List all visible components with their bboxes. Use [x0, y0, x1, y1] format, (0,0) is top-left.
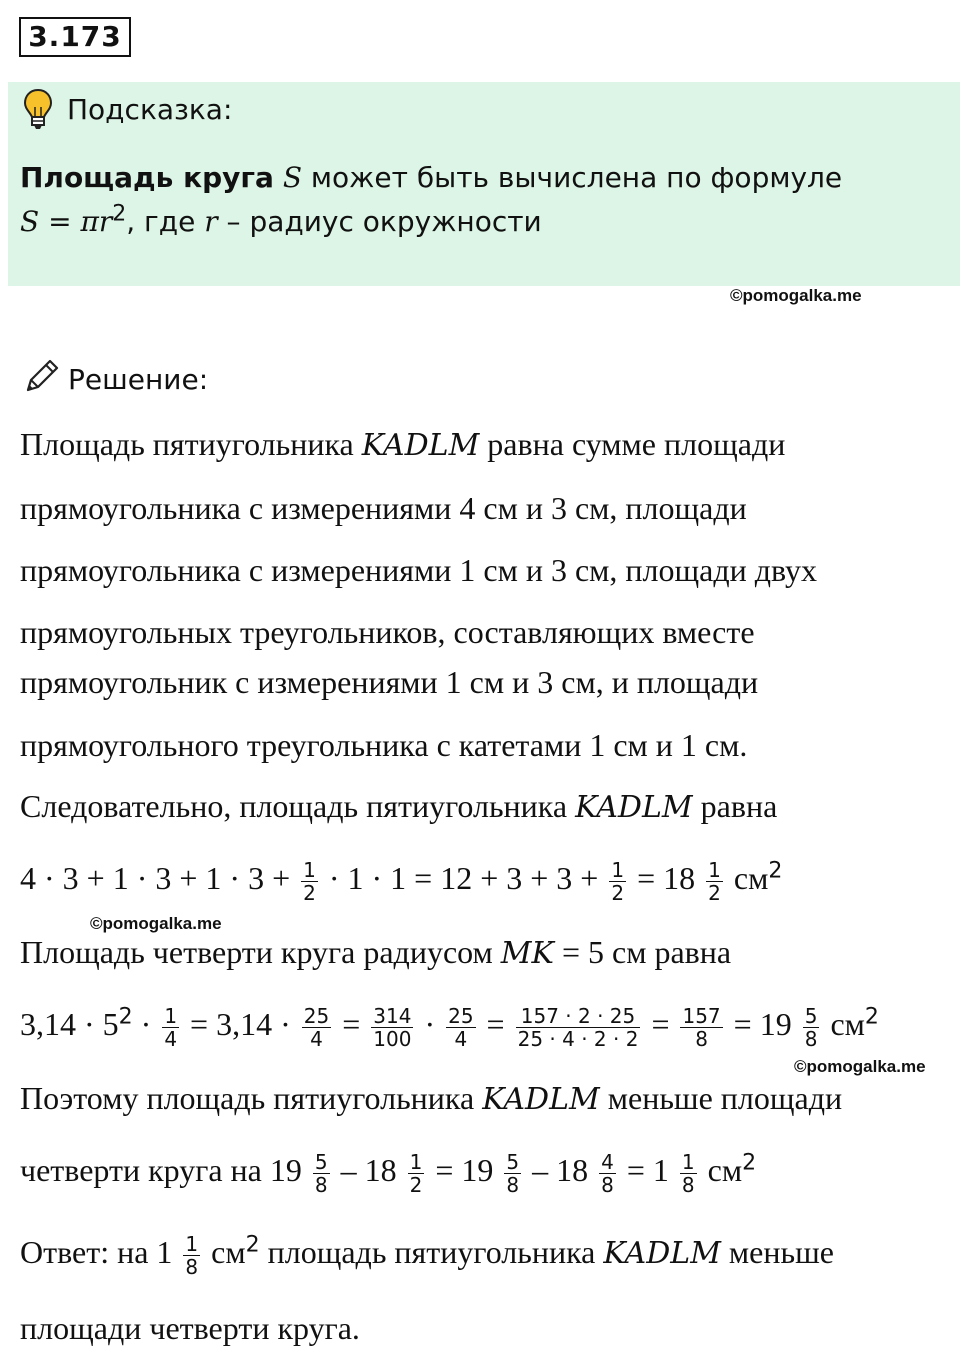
problem-number: 3.173 — [19, 17, 131, 57]
eq-text: · 1 · 1 = 12 + 3 + 3 + — [328, 860, 599, 896]
watermark: ©pomogalka.me — [90, 914, 222, 933]
exponent: 2 — [864, 1004, 879, 1030]
watermark: ©pomogalka.me — [730, 286, 862, 305]
hint-line-2 — [20, 202, 542, 242]
fraction — [313, 1151, 330, 1196]
denominator: 2 — [409, 1173, 423, 1198]
solution-line-7 — [20, 784, 777, 830]
denominator: 2 — [708, 881, 721, 906]
denominator: 8 — [185, 1255, 199, 1280]
text: Поэтому площадь пятиугольника — [20, 1080, 475, 1116]
var-mk: MK — [500, 936, 554, 971]
denominator: 8 — [314, 1173, 328, 1198]
watermark: ©pomogalka.me — [794, 1057, 926, 1076]
fraction — [680, 1005, 722, 1050]
unit: см — [830, 1006, 865, 1042]
denominator: 25 · 4 · 2 · 2 — [517, 1027, 639, 1052]
numerator: 1 — [409, 1150, 423, 1175]
hint-title: Подсказка: — [67, 93, 233, 126]
eq-text: – 18 — [340, 1152, 397, 1188]
numerator: 5 — [804, 1004, 818, 1029]
eq-text: = — [486, 1006, 505, 1042]
fraction — [803, 1005, 820, 1050]
hint-text-2: , где — [126, 205, 196, 238]
fraction — [446, 1005, 475, 1050]
unit: см — [733, 860, 769, 896]
solution-line-9 — [20, 1076, 842, 1122]
fraction — [302, 1005, 331, 1050]
answer-line-2: площади четверти круга. — [20, 1310, 360, 1346]
text: равна сумме площади — [487, 426, 786, 462]
var-kadlm: KADLM — [603, 1236, 721, 1271]
eq-text: четверти круга на 19 — [20, 1152, 302, 1188]
hint-var-s: S — [282, 161, 303, 194]
hint-text-3: – радиус окружности — [226, 205, 542, 238]
solution-line-1 — [20, 422, 785, 468]
equation-1 — [20, 856, 782, 904]
text: Площадь четверти круга радиусом — [20, 934, 493, 970]
denominator: 2 — [303, 881, 316, 906]
eq-text: 3,14 · 5 — [20, 1006, 119, 1042]
solution-line-4: прямоугольных треугольников, составляющих вместе — [20, 614, 755, 650]
solution-line-5: прямоугольник с измерениями 1 см и 3 см, и площади — [20, 664, 759, 700]
numerator: 1 — [611, 858, 625, 883]
fraction — [599, 1151, 616, 1196]
fraction — [162, 1005, 179, 1050]
numerator: 5 — [506, 1150, 520, 1175]
answer-line-1 — [20, 1230, 834, 1278]
hint-formula-exp: 2 — [112, 201, 127, 227]
denominator: 8 — [601, 1173, 614, 1198]
unit: см — [211, 1234, 246, 1270]
denominator: 4 — [454, 1027, 468, 1052]
exponent: 2 — [768, 858, 783, 884]
eq-text: 4 · 3 + 1 · 3 + 1 · 3 + — [20, 860, 291, 896]
numerator: 4 — [601, 1150, 614, 1175]
fraction — [408, 1151, 425, 1196]
text: площадь пятиугольника — [267, 1234, 596, 1270]
eq-text: = 1 — [626, 1152, 669, 1188]
pencil-icon — [22, 356, 62, 396]
equation-2 — [20, 1002, 879, 1050]
exponent: 2 — [118, 1004, 133, 1030]
eq-text: – 18 — [532, 1152, 589, 1188]
exponent: 2 — [245, 1232, 260, 1258]
eq-text: = 19 — [435, 1152, 494, 1188]
hint-term: Площадь круга — [20, 161, 274, 194]
eq-text: = 19 — [733, 1006, 792, 1042]
numerator: 314 — [373, 1004, 412, 1029]
numerator: 157 · 2 · 25 — [516, 1005, 641, 1028]
fraction — [680, 1151, 697, 1196]
denominator: 4 — [164, 1027, 178, 1052]
fraction — [504, 1151, 521, 1196]
fraction — [706, 859, 723, 904]
fraction — [301, 859, 318, 904]
fraction — [183, 1233, 200, 1278]
denominator: 100 — [373, 1027, 412, 1052]
solution-line-8 — [20, 930, 731, 976]
eq-text: · — [424, 1006, 436, 1042]
numerator: 1 — [164, 1004, 178, 1029]
equation-3 — [20, 1148, 756, 1196]
text: Следовательно, площадь пятиугольника — [20, 788, 568, 824]
eq-text: = — [342, 1006, 361, 1042]
fraction — [371, 1005, 413, 1050]
eq-text: · — [140, 1006, 152, 1042]
denominator: 8 — [681, 1173, 695, 1198]
text: = 5 см равна — [561, 934, 732, 970]
numerator: 157 — [682, 1004, 721, 1029]
solution-line-6: прямоугольного треугольника с катетами 1 см и 1 см. — [20, 727, 748, 763]
numerator: 1 — [303, 858, 316, 883]
solution-line-3: прямоугольника с измерениями 1 см и 3 см, площади двух — [20, 552, 818, 588]
numerator: 1 — [185, 1232, 199, 1257]
text: равна — [700, 788, 778, 824]
denominator: 8 — [506, 1173, 520, 1198]
numerator: 1 — [708, 858, 721, 883]
numerator: 1 — [681, 1150, 695, 1175]
solution-line-2: прямоугольника с измерениями 4 см и 3 см, площади — [20, 490, 747, 526]
exponent: 2 — [742, 1150, 757, 1176]
eq-text: = 18 — [637, 860, 696, 896]
numerator: 5 — [314, 1150, 328, 1175]
hint-text-1: может быть вычислена по формуле — [310, 161, 843, 194]
numerator: 25 — [303, 1004, 330, 1029]
eq-text: = 3,14 · — [190, 1006, 291, 1042]
hint-var-r: r — [204, 205, 218, 238]
text: Ответ: на 1 — [20, 1234, 173, 1270]
var-kadlm: KADLM — [361, 428, 480, 463]
text: меньше — [728, 1234, 834, 1270]
hint-formula: S = πr — [20, 205, 113, 238]
denominator: 4 — [310, 1027, 323, 1052]
denominator: 8 — [695, 1027, 708, 1052]
denominator: 8 — [804, 1027, 818, 1052]
unit: см — [707, 1152, 743, 1188]
fraction — [609, 859, 626, 904]
fraction — [516, 1005, 641, 1050]
hint-line-1 — [20, 158, 842, 198]
text: Площадь пятиугольника — [20, 426, 354, 462]
denominator: 2 — [611, 881, 625, 906]
var-kadlm: KADLM — [482, 1082, 600, 1117]
text: меньше площади — [607, 1080, 843, 1116]
solution-title: Решение: — [68, 363, 209, 396]
var-kadlm: KADLM — [575, 790, 693, 825]
numerator: 25 — [448, 1004, 474, 1029]
eq-text: = — [651, 1006, 670, 1042]
lightbulb-icon — [22, 87, 54, 131]
